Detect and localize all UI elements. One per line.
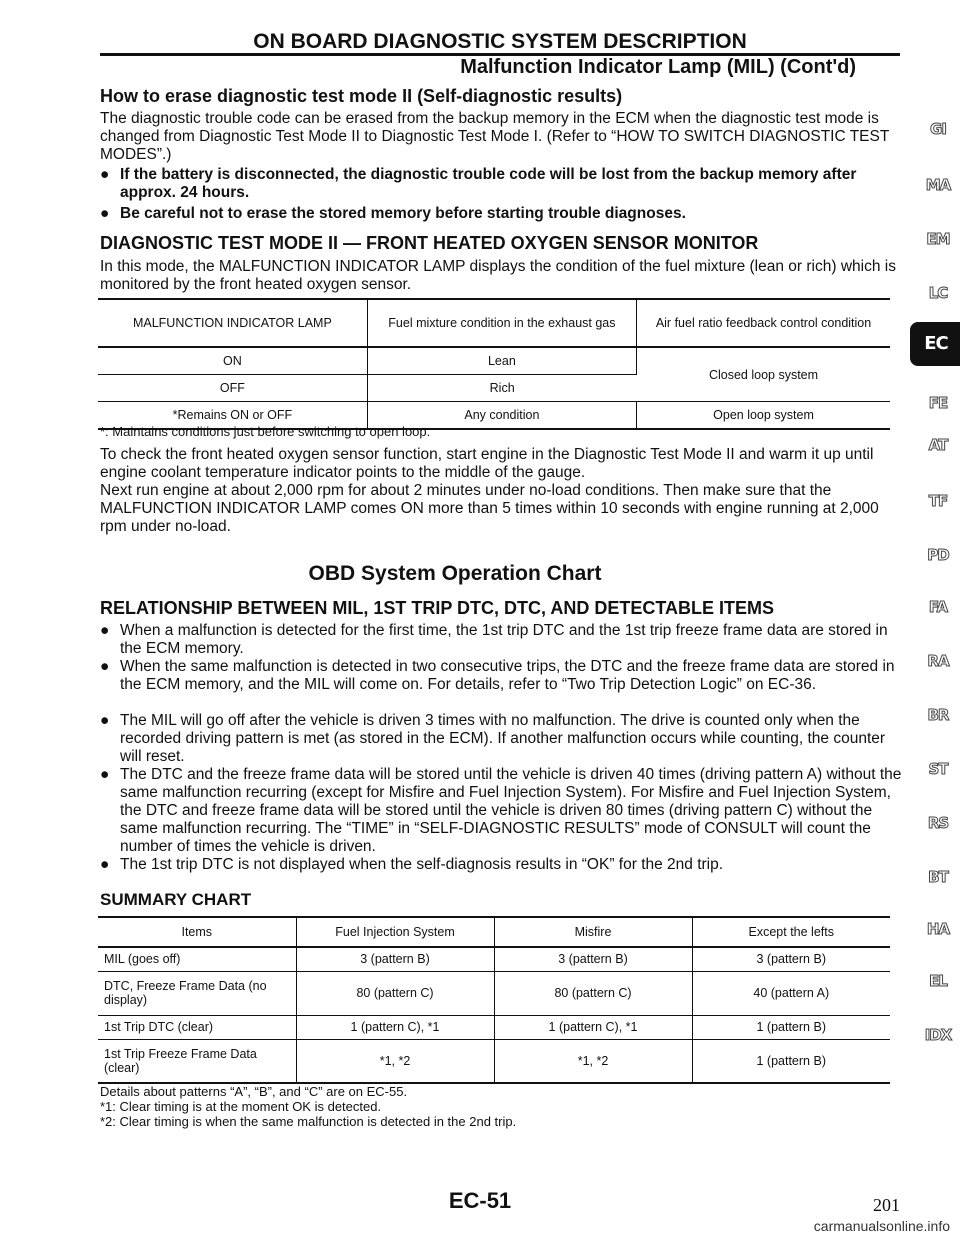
bullet-icon: ● bbox=[100, 766, 110, 783]
section-tab-idx[interactable]: IDX bbox=[924, 1026, 952, 1044]
section-tab-ra[interactable]: RA bbox=[927, 652, 949, 670]
table-cell: Rich bbox=[367, 375, 636, 402]
table-header-row bbox=[98, 917, 890, 947]
table-cell: 3 (pattern B) bbox=[494, 947, 692, 971]
section-tab-bt[interactable]: BT bbox=[928, 868, 948, 886]
table-header: Items bbox=[98, 917, 296, 947]
section-tab-tf[interactable]: TF bbox=[928, 492, 948, 510]
section-tab-em[interactable]: EM bbox=[926, 230, 950, 248]
section-tab-ma[interactable]: MA bbox=[925, 176, 951, 194]
section-tab-rs[interactable]: RS bbox=[927, 814, 949, 832]
table-cell: Lean bbox=[367, 347, 636, 375]
table-header: Fuel Injection System bbox=[296, 917, 494, 947]
section-tab-ec-active[interactable]: EC bbox=[910, 322, 960, 366]
section-tab-ha[interactable]: HA bbox=[926, 920, 950, 938]
erase-heading: How to erase diagnostic test mode II (Self-diagnostic results) bbox=[100, 86, 623, 106]
obd-bullet: ● When a malfunction is detected for the first time, the 1st trip DTC and the 1st trip freeze frame data are stored in the ECM memory. bbox=[100, 622, 888, 657]
table-header-row bbox=[98, 299, 890, 347]
table-cell: 1st Trip Freeze Frame Data (clear) bbox=[98, 1039, 296, 1083]
obd-bullet: ● The MIL will go off after the vehicle is driven 3 times with no malfunction. The drive is counted only when the recorded driving pattern is met (as stored in the ECM). If another malfunction occurs while counting, the counter will reset. bbox=[100, 712, 886, 765]
table-cell: 40 (pattern A) bbox=[692, 971, 890, 1015]
bullet-icon: ● bbox=[100, 856, 110, 873]
section-tab-st[interactable]: ST bbox=[928, 760, 948, 778]
mode2-paragraph-3: Next run engine at about 2,000 rpm for about 2 minutes under no-load conditions. Then make sure that the MALFUNCTION INDICATOR LAMP comes ON more than 5 times within 10 seconds with engine running at 2,000 rpm under no-load. bbox=[100, 482, 879, 535]
summary-note: *1: Clear timing is at the moment OK is detected. bbox=[100, 1099, 382, 1114]
obd-bullet: ● The DTC and the freeze frame data will be stored until the vehicle is driven 40 times (driving pattern A) without the same malfunction recurring (except for Misfire and Fuel Injection System). For Misfire and Fuel Injection System, the DTC and freeze frame data will be stored until the vehicle is driven 80 times (driving pattern C) without the same malfunction recurring. The “TIME” in “SELF-DIAGNOSTIC RESULTS” mode of CONSULT will count the number of times the vehicle is driven. bbox=[100, 766, 902, 855]
table-row bbox=[98, 1039, 890, 1083]
page-id: EC-51 bbox=[448, 1188, 512, 1213]
summary-chart-table bbox=[98, 916, 890, 1084]
obd-chart-title: OBD System Operation Chart bbox=[308, 562, 602, 585]
table-cell: 1 (pattern B) bbox=[692, 1015, 890, 1039]
bullet-icon: ● bbox=[100, 658, 110, 675]
table-cell: Open loop system bbox=[713, 408, 814, 422]
bullet-icon: ● bbox=[100, 622, 110, 639]
table-cell: Any condition bbox=[367, 402, 636, 430]
table-cell: 1 (pattern B) bbox=[756, 1053, 826, 1068]
erase-bullet: ● Be careful not to erase the stored memory before starting trouble diagnoses. bbox=[100, 205, 686, 222]
mil-condition-table bbox=[98, 298, 890, 430]
obd-heading: RELATIONSHIP BETWEEN MIL, 1ST TRIP DTC, DTC, AND DETECTABLE ITEMS bbox=[100, 598, 775, 618]
table-header: Air fuel ratio feedback control condition bbox=[637, 299, 890, 347]
table-row bbox=[98, 347, 890, 375]
table-cell: MIL (goes off) bbox=[98, 947, 296, 971]
mode2-paragraph: In this mode, the MALFUNCTION INDICATOR LAMP displays the condition of the fuel mixture (lean or rich) which is monitored by the front heated oxygen sensor. bbox=[100, 258, 896, 293]
section-tabs bbox=[910, 0, 960, 1242]
summary-note: *2: Clear timing is when the same malfunction is detected in the 2nd trip. bbox=[100, 1114, 517, 1129]
table-cell: 3 (pattern B) bbox=[692, 947, 890, 971]
table-cell: 80 (pattern C) bbox=[296, 971, 494, 1015]
obd-bullet: ● The 1st trip DTC is not displayed when the self-diagnosis results in “OK” for the 2nd trip. bbox=[100, 856, 724, 873]
table-cell: ON bbox=[98, 347, 367, 375]
section-tab-el[interactable]: EL bbox=[929, 972, 947, 990]
table-row bbox=[98, 947, 890, 971]
mode2-heading: DIAGNOSTIC TEST MODE II — FRONT HEATED OXYGEN SENSOR MONITOR bbox=[100, 233, 759, 253]
table-header: Except the lefts bbox=[692, 917, 890, 947]
table-cell: 3 (pattern B) bbox=[296, 947, 494, 971]
watermark: carmanualsonline.info bbox=[813, 1218, 950, 1234]
obd-bullet: ● When the same malfunction is detected in two consecutive trips, the DTC and the freeze frame data are stored in the ECM memory, and the MIL will come on. For details, refer to “Two Trip Detection Logic” on EC-36. bbox=[100, 658, 895, 693]
table-cell: 80 (pattern C) bbox=[494, 971, 692, 1015]
section-tab-gi[interactable]: GI bbox=[930, 120, 946, 138]
table-row bbox=[98, 971, 890, 1015]
table-cell: *1, *2 bbox=[296, 1039, 494, 1083]
table-cell: 1 (pattern C), *1 bbox=[494, 1015, 692, 1039]
table-header: Fuel mixture condition in the exhaust gas bbox=[367, 299, 636, 347]
mode2-paragraph-2: To check the front heated oxygen sensor function, start engine in the Diagnostic Test Mode II and warm it up until engine coolant temperature indicator points to the middle of the gauge. bbox=[100, 446, 874, 481]
table-header: Misfire bbox=[494, 917, 692, 947]
bullet-icon: ● bbox=[100, 205, 110, 222]
section-title: ON BOARD DIAGNOSTIC SYSTEM DESCRIPTION bbox=[253, 30, 747, 53]
table-cell: *1, *2 bbox=[494, 1039, 692, 1083]
table-cell: DTC, Freeze Frame Data (no display) bbox=[98, 971, 296, 1015]
section-tab-at[interactable]: AT bbox=[928, 436, 948, 454]
erase-paragraph: The diagnostic trouble code can be erased from the backup memory in the ECM when the diagnostic test mode is changed from Diagnostic Test Mode II to Diagnostic Test Mode I. (Refer to “HOW TO SWITCH DIAGNOSTIC TEST MODES”.) bbox=[100, 110, 890, 163]
page-number: 201 bbox=[873, 1195, 900, 1215]
table-header: MALFUNCTION INDICATOR LAMP bbox=[98, 299, 367, 347]
section-tab-br[interactable]: BR bbox=[927, 706, 949, 724]
table-cell: 1 (pattern C), *1 bbox=[296, 1015, 494, 1039]
bullet-icon: ● bbox=[100, 166, 110, 183]
section-tab-lc[interactable]: LC bbox=[928, 284, 948, 302]
erase-bullet: ● If the battery is disconnected, the diagnostic trouble code will be lost from the backup memory after approx. 24 hours. bbox=[100, 166, 857, 201]
table-cell: 1st Trip DTC (clear) bbox=[98, 1015, 296, 1039]
table-cell: OFF bbox=[98, 375, 367, 402]
summary-heading: SUMMARY CHART bbox=[100, 890, 252, 909]
table-cell: *Remains ON or OFF bbox=[98, 402, 367, 430]
table-footnote: *: Maintains conditions just before switching to open loop. bbox=[100, 424, 431, 439]
section-tab-fa[interactable]: FA bbox=[928, 598, 948, 616]
table-cell: Closed loop system bbox=[637, 347, 890, 402]
summary-note: Details about patterns “A”, “B”, and “C” are on EC-55. bbox=[100, 1084, 408, 1099]
table-row bbox=[98, 1015, 890, 1039]
section-tab-fe[interactable]: FE bbox=[928, 394, 948, 412]
section-subtitle: Malfunction Indicator Lamp (MIL) (Cont'd) bbox=[460, 56, 856, 78]
section-tab-pd[interactable]: PD bbox=[927, 546, 949, 564]
bullet-icon: ● bbox=[100, 712, 110, 729]
